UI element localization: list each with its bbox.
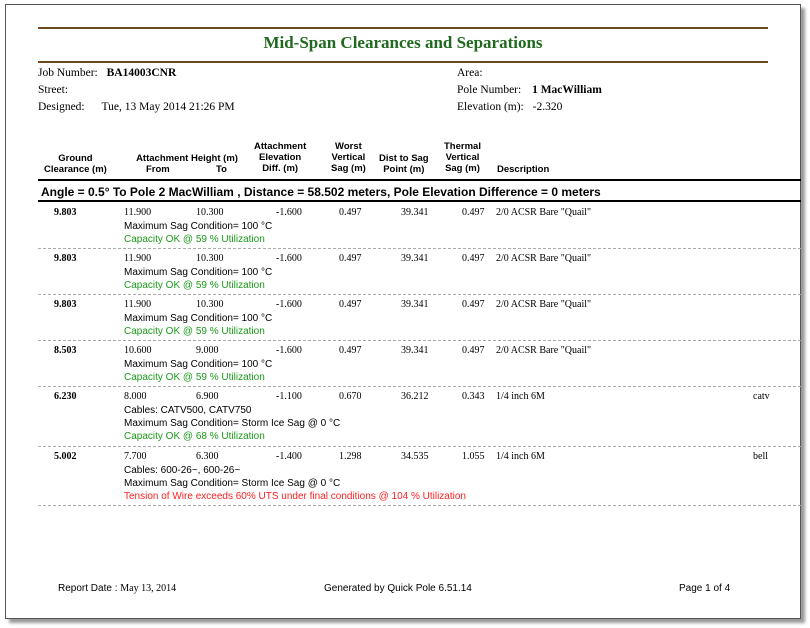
col-attach-from: From — [146, 164, 170, 175]
row-divider — [38, 294, 801, 295]
cell-dist: 39.341 — [401, 345, 429, 356]
designed-label: Designed: — [38, 101, 85, 113]
cell-desc: 2/0 ACSR Bare "Quail" — [496, 345, 592, 356]
cell-from: 11.900 — [124, 299, 152, 310]
cell-to: 6.900 — [196, 391, 219, 402]
cell-ground: 9.803 — [54, 253, 77, 264]
area-label: Area: — [457, 67, 483, 79]
cell-thermal: 0.497 — [462, 207, 485, 218]
span-heading-rule — [38, 200, 801, 202]
title-bottom-rule — [38, 61, 768, 63]
cell-from: 11.900 — [124, 207, 152, 218]
elevation-label: Elevation (m): — [457, 101, 524, 113]
pole-number-row — [457, 84, 602, 96]
col-worst-sag: Worst Vertical Sag (m) — [331, 141, 366, 174]
col-ground-clearance: Ground Clearance (m) — [44, 153, 107, 175]
col-attachment-height: Attachment Height (m) From To — [136, 153, 238, 175]
job-number-value: BA14003CNR — [106, 67, 177, 79]
report-date-value: May 13, 2014 — [120, 583, 177, 594]
utilization-status: Capacity OK @ 59 % Utilization — [124, 280, 265, 291]
pole-number-value: 1 MacWilliam — [532, 84, 602, 96]
cell-desc: 2/0 ACSR Bare "Quail" — [496, 299, 592, 310]
cell-to: 10.300 — [196, 207, 224, 218]
utilization-status: Capacity OK @ 68 % Utilization — [124, 431, 265, 442]
utilization-status: Tension of Wire exceeds 60% UTS under final conditions @ 104 % Utilization — [124, 491, 466, 502]
elevation-row — [457, 101, 562, 113]
cell-thermal: 0.497 — [462, 253, 485, 264]
cell-worst: 0.497 — [339, 253, 362, 264]
cell-thermal: 1.055 — [462, 451, 485, 462]
cell-ground: 6.230 — [54, 391, 77, 402]
sag-condition: Maximum Sag Condition= 100 °C — [124, 359, 273, 370]
cell-dist: 34.535 — [401, 451, 429, 462]
row-divider — [38, 505, 801, 506]
col-description: Description — [497, 164, 550, 175]
sag-condition: Maximum Sag Condition= Storm Ice Sag @ 0 °C — [124, 478, 341, 489]
row-divider — [38, 386, 801, 387]
report-page — [5, 4, 801, 619]
cell-worst: 0.497 — [339, 345, 362, 356]
top-rule — [38, 27, 768, 29]
report-title: Mid-Span Clearances and Separations — [263, 33, 543, 52]
header-rule — [38, 179, 801, 181]
page-number: Page 1 of 4 — [679, 583, 731, 594]
elevation-value: -2.320 — [532, 101, 563, 113]
cell-owner: catv — [753, 391, 770, 402]
span-heading: Angle = 0.5° To Pole 2 MacWilliam , Distance = 58.502 meters, Pole Elevation Difference = 0 meters — [41, 185, 601, 199]
cell-to: 10.300 — [196, 253, 224, 264]
cell-dist: 39.341 — [401, 207, 429, 218]
sag-condition: Maximum Sag Condition= 100 °C — [124, 267, 273, 278]
cell-desc: 2/0 ACSR Bare "Quail" — [496, 207, 592, 218]
cell-from: 8.000 — [124, 391, 147, 402]
cell-worst: 0.670 — [339, 391, 362, 402]
designed-value: Tue, 13 May 2014 21:26 PM — [101, 101, 235, 113]
cell-owner: bell — [753, 451, 768, 462]
col-thermal-sag: Thermal Vertical Sag (m) — [444, 141, 481, 174]
col-dist-to-sag: Dist to Sag Point (m) — [379, 153, 429, 175]
cell-worst: 1.298 — [339, 451, 362, 462]
row-divider — [38, 248, 801, 249]
cell-from: 11.900 — [124, 253, 152, 264]
cell-ground: 9.803 — [54, 207, 77, 218]
cell-dist: 39.341 — [401, 253, 429, 264]
cell-desc: 1/4 inch 6M — [496, 451, 545, 462]
job-number-row — [38, 67, 176, 79]
report-date-label: Report Date : — [58, 583, 118, 594]
cell-ground: 8.503 — [54, 345, 77, 356]
cell-elev: -1.600 — [276, 299, 302, 310]
cell-thermal: 0.497 — [462, 345, 485, 356]
col-attach-to: To — [216, 164, 227, 175]
cell-desc: 2/0 ACSR Bare "Quail" — [496, 253, 592, 264]
designed-row — [38, 101, 235, 113]
row-divider — [38, 340, 801, 341]
cell-dist: 39.341 — [401, 299, 429, 310]
cell-elev: -1.600 — [276, 207, 302, 218]
pole-number-label: Pole Number: — [457, 84, 522, 96]
cell-ground: 9.803 — [54, 299, 77, 310]
cell-desc: 1/4 inch 6M — [496, 391, 545, 402]
utilization-status: Capacity OK @ 59 % Utilization — [124, 234, 265, 245]
report-date — [58, 583, 176, 594]
generated-by: Generated by Quick Pole 6.51.14 — [324, 583, 472, 594]
cell-worst: 0.497 — [339, 207, 362, 218]
cell-from: 10.600 — [124, 345, 152, 356]
cell-elev: -1.400 — [276, 451, 302, 462]
utilization-status: Capacity OK @ 59 % Utilization — [124, 372, 265, 383]
cell-from: 7.700 — [124, 451, 147, 462]
street-label: Street: — [38, 84, 69, 96]
sag-condition: Maximum Sag Condition= 100 °C — [124, 313, 273, 324]
cell-elev: -1.100 — [276, 391, 302, 402]
cell-thermal: 0.343 — [462, 391, 485, 402]
cables-list: Cables: CATV500, CATV750 — [124, 405, 252, 416]
cell-dist: 36.212 — [401, 391, 429, 402]
cell-to: 6.300 — [196, 451, 219, 462]
sag-condition: Maximum Sag Condition= 100 °C — [124, 221, 273, 232]
sag-condition: Maximum Sag Condition= Storm Ice Sag @ 0 °C — [124, 418, 341, 429]
cell-elev: -1.600 — [276, 253, 302, 264]
utilization-status: Capacity OK @ 59 % Utilization — [124, 326, 265, 337]
col-elevation-diff: Attachment Elevation Diff. (m) — [254, 141, 307, 174]
cell-to: 9.000 — [196, 345, 219, 356]
cell-elev: -1.600 — [276, 345, 302, 356]
row-divider — [38, 446, 801, 447]
cell-ground: 5.002 — [54, 451, 77, 462]
job-number-label: Job Number: — [38, 67, 98, 79]
cables-list: Cables: 600-26~, 600-26~ — [124, 465, 241, 476]
cell-thermal: 0.497 — [462, 299, 485, 310]
cell-to: 10.300 — [196, 299, 224, 310]
cell-worst: 0.497 — [339, 299, 362, 310]
